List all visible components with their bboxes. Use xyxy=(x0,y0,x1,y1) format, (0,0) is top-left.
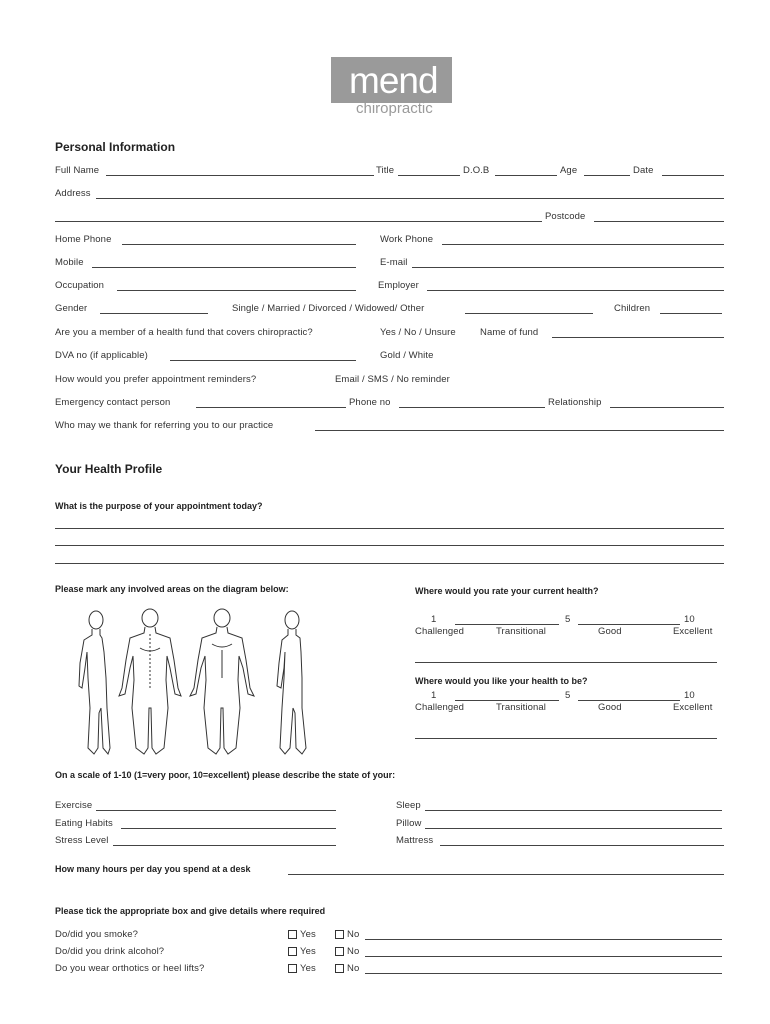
rate-scale-line-2[interactable] xyxy=(578,624,680,625)
children-field[interactable] xyxy=(660,313,722,314)
full-name-field[interactable] xyxy=(106,175,374,176)
like-scale-line-2[interactable] xyxy=(578,700,680,701)
phone-no-label: Phone no xyxy=(349,397,391,408)
dob-label: D.O.B xyxy=(463,165,490,176)
rate-health-question: Where would you rate your current health? xyxy=(415,586,599,596)
orthotics-no[interactable] xyxy=(335,963,359,974)
referral-label: Who may we thank for referring you to our practice xyxy=(55,420,274,431)
reminders-options[interactable]: Email / SMS / No reminder xyxy=(335,374,450,385)
sleep-label: Sleep xyxy=(396,800,421,811)
logo-block xyxy=(331,57,452,103)
work-phone-label: Work Phone xyxy=(380,234,434,245)
mobile-label: Mobile xyxy=(55,257,84,268)
alcohol-yes-checkbox[interactable] xyxy=(288,947,297,956)
address-field-1[interactable] xyxy=(96,198,724,199)
rate-transitional: Transitional xyxy=(496,626,546,637)
eating-field[interactable] xyxy=(121,828,336,829)
date-field[interactable] xyxy=(662,175,724,176)
stress-label: Stress Level xyxy=(55,835,109,846)
address-label: Address xyxy=(55,188,91,199)
orthotics-no-checkbox[interactable] xyxy=(335,964,344,973)
stress-field[interactable] xyxy=(113,845,336,846)
home-phone-label: Home Phone xyxy=(55,234,112,245)
smoke-question: Do/did you smoke? xyxy=(55,929,139,940)
like-scale-5: 5 xyxy=(565,690,571,701)
rate-challenged: Challenged xyxy=(415,626,465,637)
rate-scale-1: 1 xyxy=(431,614,437,625)
emergency-field[interactable] xyxy=(196,407,346,408)
employer-label: Employer xyxy=(378,280,419,291)
occupation-label: Occupation xyxy=(55,280,105,291)
health-heading: Your Health Profile xyxy=(55,462,163,476)
health-fund-options[interactable]: Yes / No / Unsure xyxy=(380,327,456,338)
gold-white-options[interactable]: Gold / White xyxy=(380,350,434,361)
scale-question: On a scale of 1-10 (1=very poor, 10=excellent) please describe the state of your: xyxy=(55,770,396,780)
reminders-question: How would you prefer appointment reminders? xyxy=(55,374,257,385)
alcohol-question: Do/did you drink alcohol? xyxy=(55,946,165,957)
rate-excellent: Excellent xyxy=(673,626,713,637)
purpose-field-3[interactable] xyxy=(55,563,724,564)
home-phone-field[interactable] xyxy=(122,244,356,245)
orthotics-yes-label: Yes xyxy=(300,963,316,974)
mobile-field[interactable] xyxy=(92,267,356,268)
rate-good: Good xyxy=(598,626,622,637)
smoke-no[interactable] xyxy=(335,929,359,940)
alcohol-yes-label: Yes xyxy=(300,946,316,957)
pillow-label: Pillow xyxy=(396,818,422,829)
logo-main-text: mend xyxy=(349,60,438,101)
email-field[interactable] xyxy=(412,267,724,268)
title-field[interactable] xyxy=(398,175,460,176)
body-figure-side-right[interactable] xyxy=(277,611,306,754)
body-figure-back[interactable] xyxy=(119,609,181,754)
orthotics-question: Do you wear orthotics or heel lifts? xyxy=(55,963,205,974)
smoke-details-field[interactable] xyxy=(365,939,722,940)
purpose-field-1[interactable] xyxy=(55,528,724,529)
exercise-field[interactable] xyxy=(96,810,336,811)
smoke-yes-checkbox[interactable] xyxy=(288,930,297,939)
age-field[interactable] xyxy=(584,175,630,176)
emergency-label: Emergency contact person xyxy=(55,397,171,408)
work-phone-field[interactable] xyxy=(442,244,724,245)
diagram-question: Please mark any involved areas on the diagram below: xyxy=(55,584,289,594)
alcohol-yes[interactable] xyxy=(288,946,316,957)
employer-field[interactable] xyxy=(427,290,724,291)
like-scale-1: 1 xyxy=(431,690,437,701)
alcohol-no-label: No xyxy=(347,946,360,957)
title-label: Title xyxy=(376,165,395,176)
orthotics-details-field[interactable] xyxy=(365,973,722,974)
smoke-no-checkbox[interactable] xyxy=(335,930,344,939)
smoke-yes-label: Yes xyxy=(300,929,316,940)
full-name-label: Full Name xyxy=(55,165,100,176)
address-field-2[interactable] xyxy=(55,221,542,222)
alcohol-details-field[interactable] xyxy=(365,956,722,957)
children-label: Children xyxy=(614,303,651,314)
name-of-fund-field[interactable] xyxy=(552,337,724,338)
alcohol-no[interactable] xyxy=(335,946,359,957)
postcode-label: Postcode xyxy=(545,211,586,222)
gender-label: Gender xyxy=(55,303,88,314)
phone-no-field[interactable] xyxy=(399,407,545,408)
relationship-field[interactable] xyxy=(610,407,724,408)
marital-other-field[interactable] xyxy=(465,313,593,314)
sleep-field[interactable] xyxy=(425,810,722,811)
eating-label: Eating Habits xyxy=(55,818,113,829)
gender-field[interactable] xyxy=(100,313,208,314)
purpose-question: What is the purpose of your appointment today? xyxy=(55,501,263,511)
referral-field[interactable] xyxy=(315,430,724,431)
desk-field[interactable] xyxy=(288,874,724,875)
relationship-label: Relationship xyxy=(548,397,602,408)
mend-logo xyxy=(331,57,452,117)
body-figure-side-left[interactable] xyxy=(79,611,110,754)
rate-scale-10: 10 xyxy=(684,614,695,625)
purpose-field-2[interactable] xyxy=(55,545,724,546)
like-scale-line-1[interactable] xyxy=(455,700,559,701)
like-good: Good xyxy=(598,702,622,713)
like-health-question: Where would you like your health to be? xyxy=(415,676,588,686)
marital-options[interactable]: Single / Married / Divorced / Widowed/ Other xyxy=(232,303,425,314)
date-label: Date xyxy=(633,165,654,176)
orthotics-yes[interactable] xyxy=(288,963,316,974)
mattress-label: Mattress xyxy=(396,835,434,846)
dva-field[interactable] xyxy=(170,360,356,361)
postcode-field[interactable] xyxy=(594,221,724,222)
age-label: Age xyxy=(560,165,578,176)
desk-question: How many hours per day you spend at a desk xyxy=(55,864,251,874)
name-of-fund-label: Name of fund xyxy=(480,327,539,338)
orthotics-no-label: No xyxy=(347,963,360,974)
body-figure-front[interactable] xyxy=(190,609,254,754)
like-scale-10: 10 xyxy=(684,690,695,701)
exercise-label: Exercise xyxy=(55,800,93,811)
rate-mark-line[interactable] xyxy=(415,662,717,663)
email-label: E-mail xyxy=(380,257,408,268)
smoke-no-label: No xyxy=(347,929,360,940)
smoke-yes[interactable] xyxy=(288,929,316,940)
pillow-field[interactable] xyxy=(425,828,722,829)
logo-sub-text: chiropractic xyxy=(356,100,433,117)
rate-scale-5: 5 xyxy=(565,614,571,625)
health-fund-question: Are you a member of a health fund that covers chiropractic? xyxy=(55,327,313,338)
dva-label: DVA no (if applicable) xyxy=(55,350,148,361)
alcohol-no-checkbox[interactable] xyxy=(335,947,344,956)
orthotics-yes-checkbox[interactable] xyxy=(288,964,297,973)
dob-field[interactable] xyxy=(495,175,557,176)
mattress-field[interactable] xyxy=(440,845,724,846)
like-transitional: Transitional xyxy=(496,702,546,713)
like-excellent: Excellent xyxy=(673,702,713,713)
rate-scale-line-1[interactable] xyxy=(455,624,559,625)
personal-heading: Personal Information xyxy=(55,140,176,154)
like-challenged: Challenged xyxy=(415,702,465,713)
like-mark-line[interactable] xyxy=(415,738,717,739)
tick-question: Please tick the appropriate box and give details where required xyxy=(55,906,326,916)
occupation-field[interactable] xyxy=(117,290,356,291)
body-diagram[interactable] xyxy=(70,608,320,760)
